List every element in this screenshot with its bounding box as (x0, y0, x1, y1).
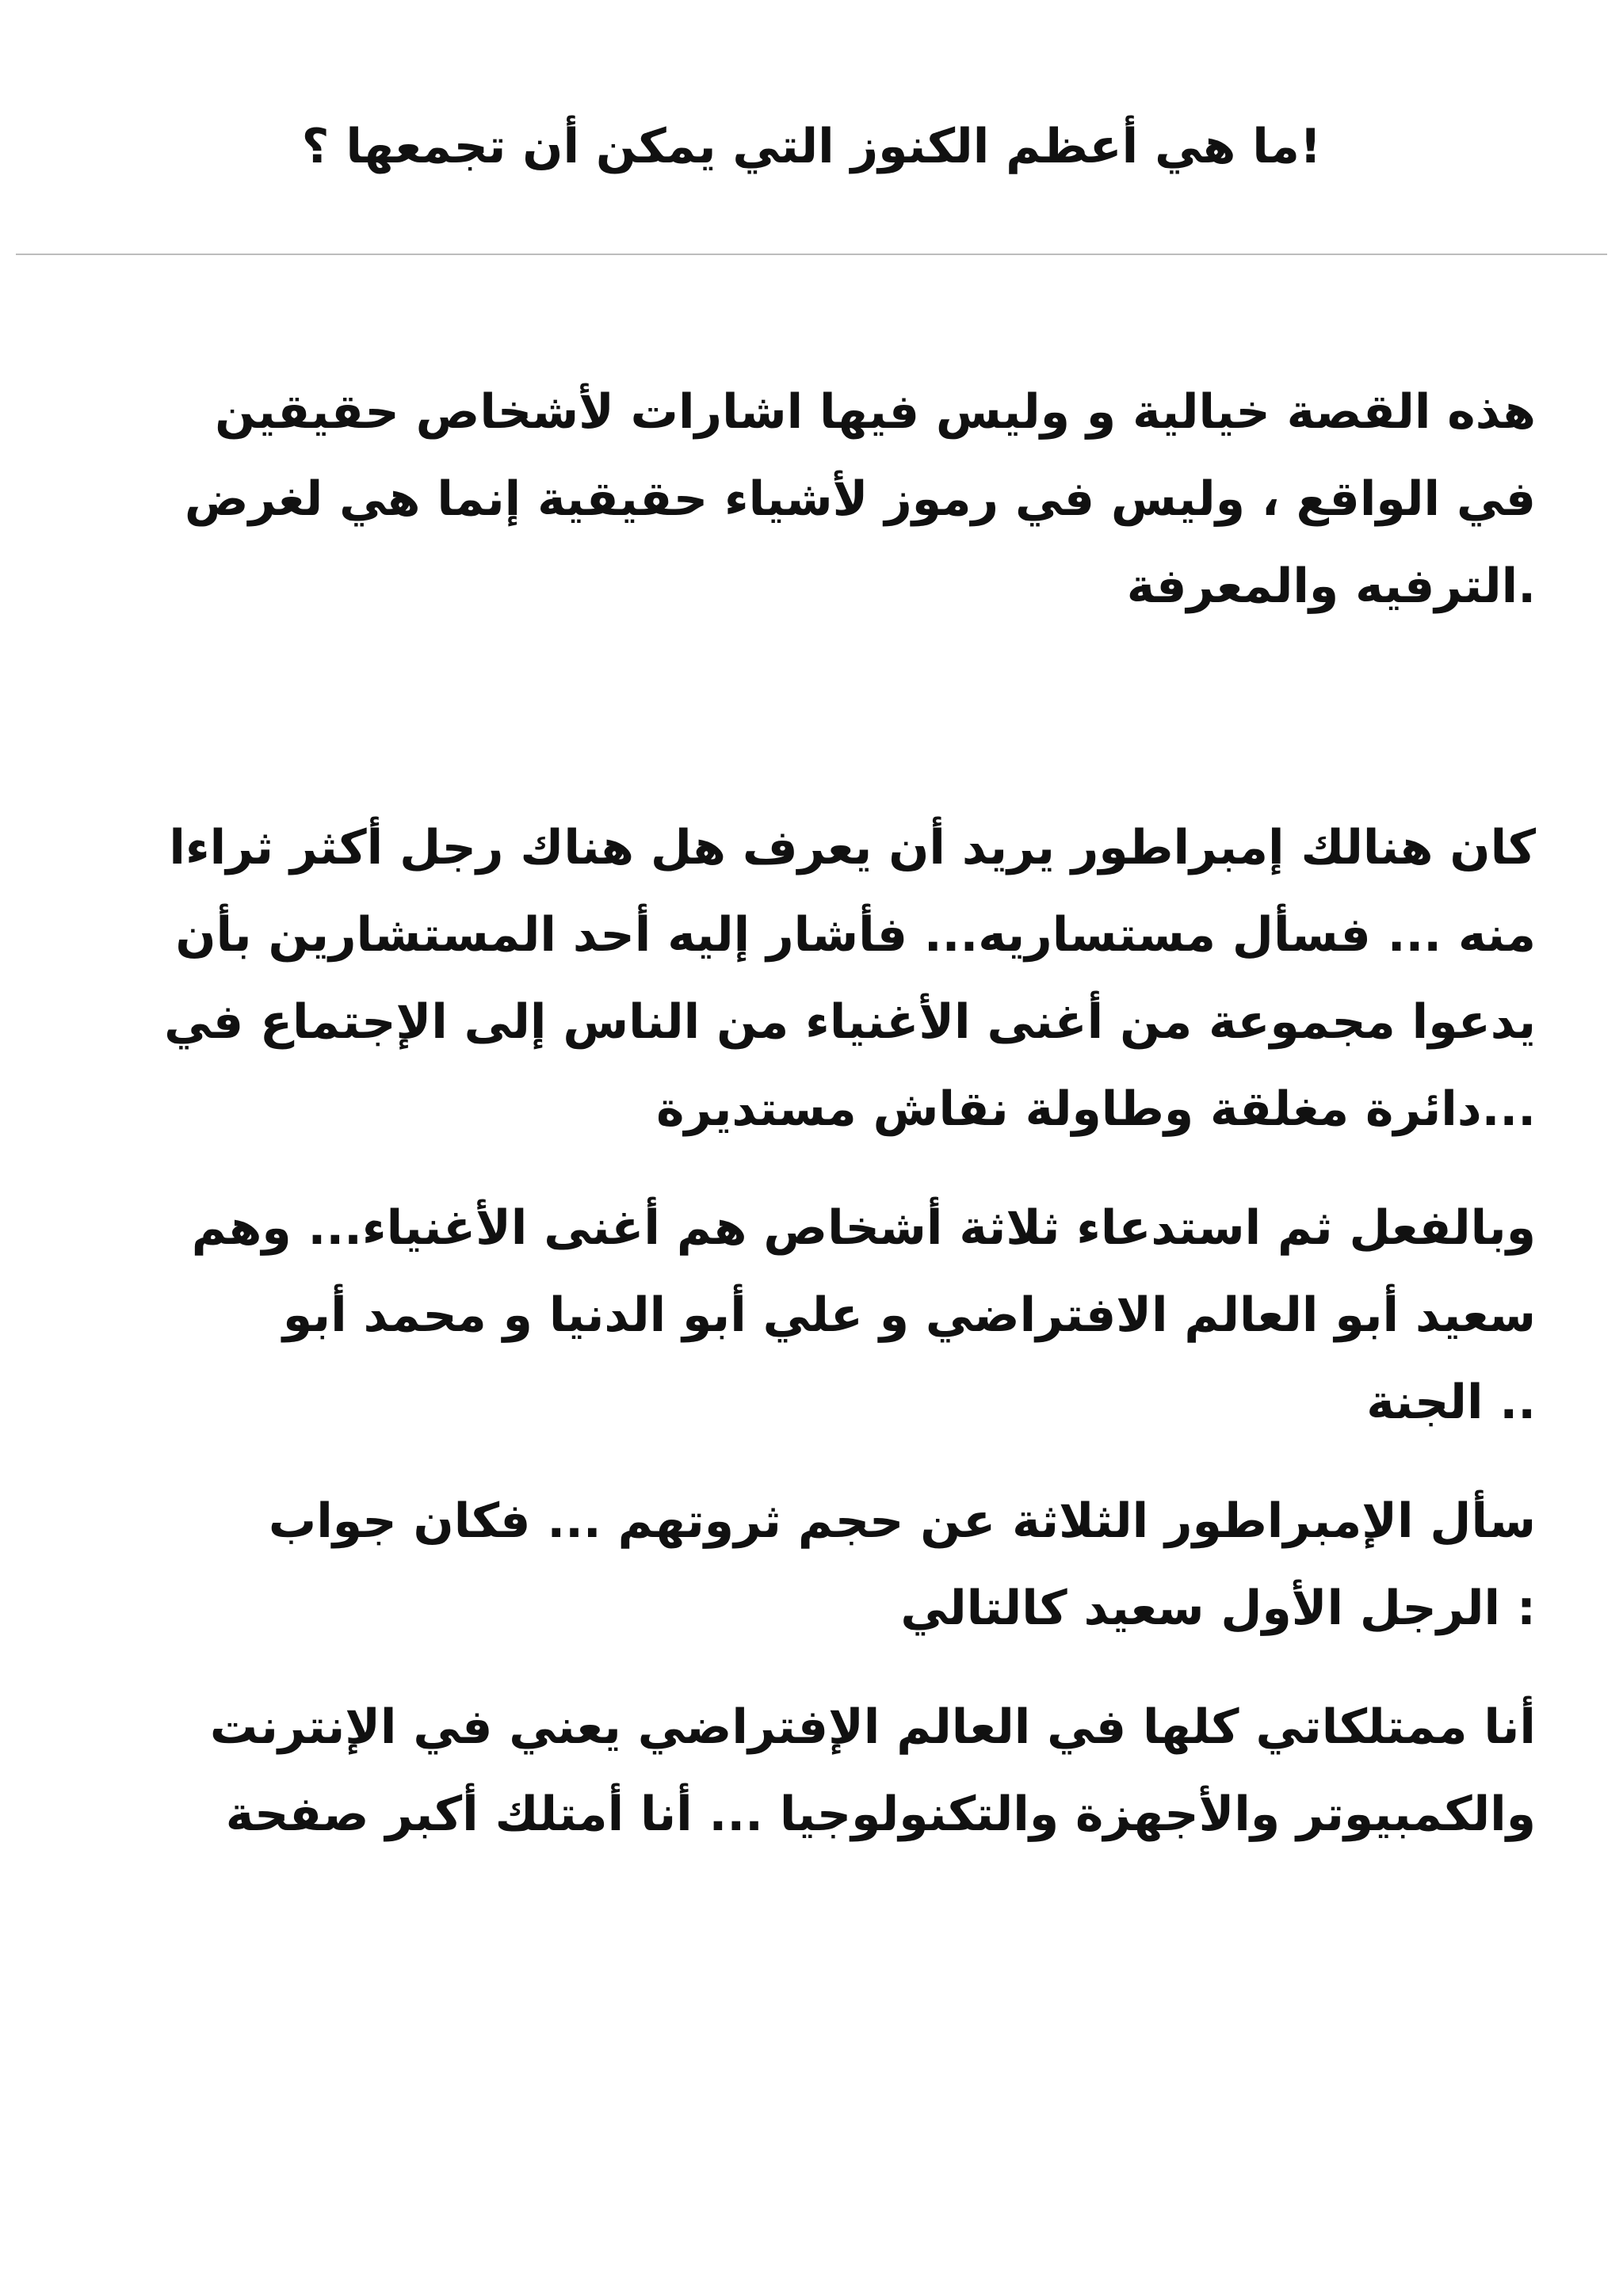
paragraph-three-rich-men (103, 1184, 1536, 1446)
text-line: في الواقع ، وليس في رموز لأشياء حقيقية إنما هي لغرض (184, 471, 1536, 527)
paragraph-question (103, 1478, 1536, 1652)
article-header (0, 0, 1623, 255)
text-line: هذه القصة خيالية و وليس فيها اشارات لأشخاص حقيقين (215, 384, 1536, 440)
paragraph-first-answer (103, 1684, 1536, 1858)
text-line: أنا ممتلكاتي كلها في العالم الإفتراضي يعني في الإنترنت (209, 1699, 1536, 1755)
text-line: .الترفيه والمعرفة (1126, 559, 1536, 614)
text-line: منه ... فسأل مستساريه... فأشار إليه أحد المستشارين بأن (175, 907, 1536, 963)
text-line: ...دائرة مغلقة وطاولة نقاش مستديرة (656, 1081, 1536, 1137)
text-line: : الرجل الأول سعيد كالتالي (900, 1581, 1536, 1636)
article-body (103, 368, 1536, 1858)
text-line: سعيد أبو العالم الافتراضي و علي أبو الدنيا و محمد أبو (282, 1287, 1536, 1343)
article-title: !ما هي أعظم الكنوز التي يمكن أن تجمعها ؟ (301, 119, 1322, 174)
header-divider (16, 254, 1607, 255)
text-line: وبالفعل ثم استدعاء ثلاثة أشخاص هم أغنى الأغنياء... وهم (191, 1200, 1536, 1256)
text-line: .. الجنة (1366, 1375, 1536, 1430)
text-line: يدعوا مجموعة من أغنى الأغنياء من الناس إلى الإجتماع في (164, 994, 1536, 1050)
text-line: والكمبيوتر والأجهزة والتكنولوجيا ... أنا أمتلك أكبر صفحة (225, 1787, 1536, 1842)
paragraph-disclaimer (103, 368, 1536, 630)
text-line: سأل الإمبراطور الثلاثة عن حجم ثروتهم ... فكان جواب (268, 1493, 1536, 1549)
text-line: كان هنالك إمبراطور يريد أن يعرف هل هناك رجل أكثر ثراءا (169, 820, 1536, 875)
paragraph-emperor (103, 804, 1536, 1153)
